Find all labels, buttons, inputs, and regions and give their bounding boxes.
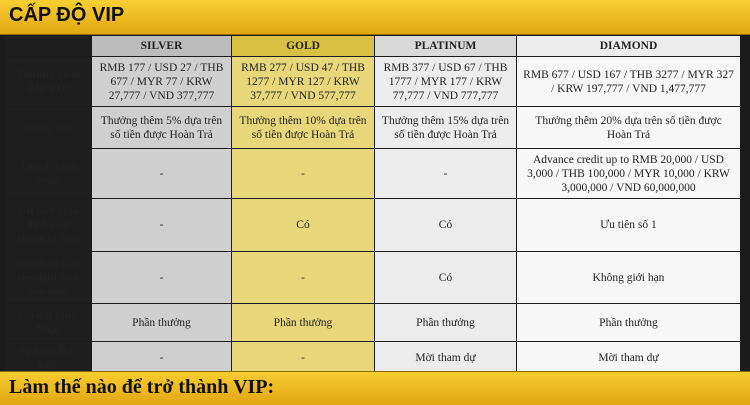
cell-platinum: Mời tham dự [375, 342, 517, 375]
cell-diamond: Ưu tiên số 1 [517, 199, 741, 252]
header-empty-cell [5, 36, 92, 57]
cell-silver: Phần thưởng [92, 304, 232, 342]
table-row [5, 149, 741, 199]
row-label-welcome-bonus: Thưởng chào đón VIP [5, 57, 92, 107]
cell-silver: Thưởng thêm 5% dựa trên số tiền được Hoàn Trả [92, 107, 232, 149]
cell-diamond: Thưởng thêm 20% dựa trên số tiền được Hoàn Trả [517, 107, 741, 149]
table-row [5, 342, 741, 375]
page-title: CẤP ĐỘ VIP [9, 4, 125, 26]
table-row [5, 199, 741, 252]
cell-platinum: Có [375, 199, 517, 252]
cell-diamond: RMB 677 / USD 167 / THB 3277 / MYR 327 / KRW 197,777 / VND 1,477,777 [517, 57, 741, 107]
cell-silver: - [92, 252, 232, 304]
table-row [5, 107, 741, 149]
cell-diamond: Mời tham dự [517, 342, 741, 375]
cell-silver: RMB 177 / USD 27 / THB 677 / MYR 77 / KRW 27,777 / VND 377,777 [92, 57, 232, 107]
vip-comparison-table [4, 35, 741, 375]
cell-diamond: Không giới hạn [517, 252, 741, 304]
cell-silver: - [92, 342, 232, 375]
row-label-rebate: Hoàn Trả [5, 107, 92, 149]
column-header-diamond: DIAMOND [517, 36, 741, 57]
cell-gold: - [232, 149, 375, 199]
cell-platinum: Có [375, 252, 517, 304]
column-header-platinum: PLATINUM [375, 36, 517, 57]
table-row [5, 252, 741, 304]
cell-gold: RMB 277 / USD 47 / THB 1277 / MYR 127 / KRW 37,777 / VND 577,777 [232, 57, 375, 107]
how-to-become-vip-heading: Làm thế nào để trở thành VIP: [9, 376, 275, 398]
title-bar [0, 0, 750, 35]
row-label-special-events: Sự kiện Đặc biệt [5, 342, 92, 375]
footer-bar [0, 371, 750, 405]
cell-gold: Phần thưởng [232, 304, 375, 342]
cell-platinum: Thưởng thêm 15% dựa trên số tiền được Hoàn Trả [375, 107, 517, 149]
cell-platinum: Phần thưởng [375, 304, 517, 342]
cell-silver: - [92, 149, 232, 199]
column-header-gold: GOLD [232, 36, 375, 57]
cell-gold: Có [232, 199, 375, 252]
table-header-row [5, 36, 741, 57]
row-label-advance-payment: Thanh toán trước [5, 149, 92, 199]
cell-diamond: Phần thưởng [517, 304, 741, 342]
cell-gold: - [232, 252, 375, 304]
row-label-birthday-offer: Ưu đãi Sinh Nhật [5, 304, 92, 342]
cell-platinum: RMB 377 / USD 67 / THB 1777 / MYR 177 / KRW 77,777 / VND 777,777 [375, 57, 517, 107]
cell-gold: Thưởng thêm 10% dựa trên số tiền được Hoàn Trả [232, 107, 375, 149]
column-header-silver: SILVER [92, 36, 232, 57]
row-label-transaction-priority: Ưu tiên giao dịch Gửi tiền/Rút tiền [5, 199, 92, 252]
row-label-higher-limits: Giới hạn Gửi tiền/Rút tiền cao hơn [5, 252, 92, 304]
cell-gold: - [232, 342, 375, 375]
table-row [5, 57, 741, 107]
cell-diamond: Advance credit up to RMB 20,000 / USD 3,000 / THB 100,000 / MYR 10,000 / KRW 3,000,000 / VND 60,000,000 [517, 149, 741, 199]
cell-platinum: - [375, 149, 517, 199]
table-row [5, 304, 741, 342]
cell-silver: - [92, 199, 232, 252]
